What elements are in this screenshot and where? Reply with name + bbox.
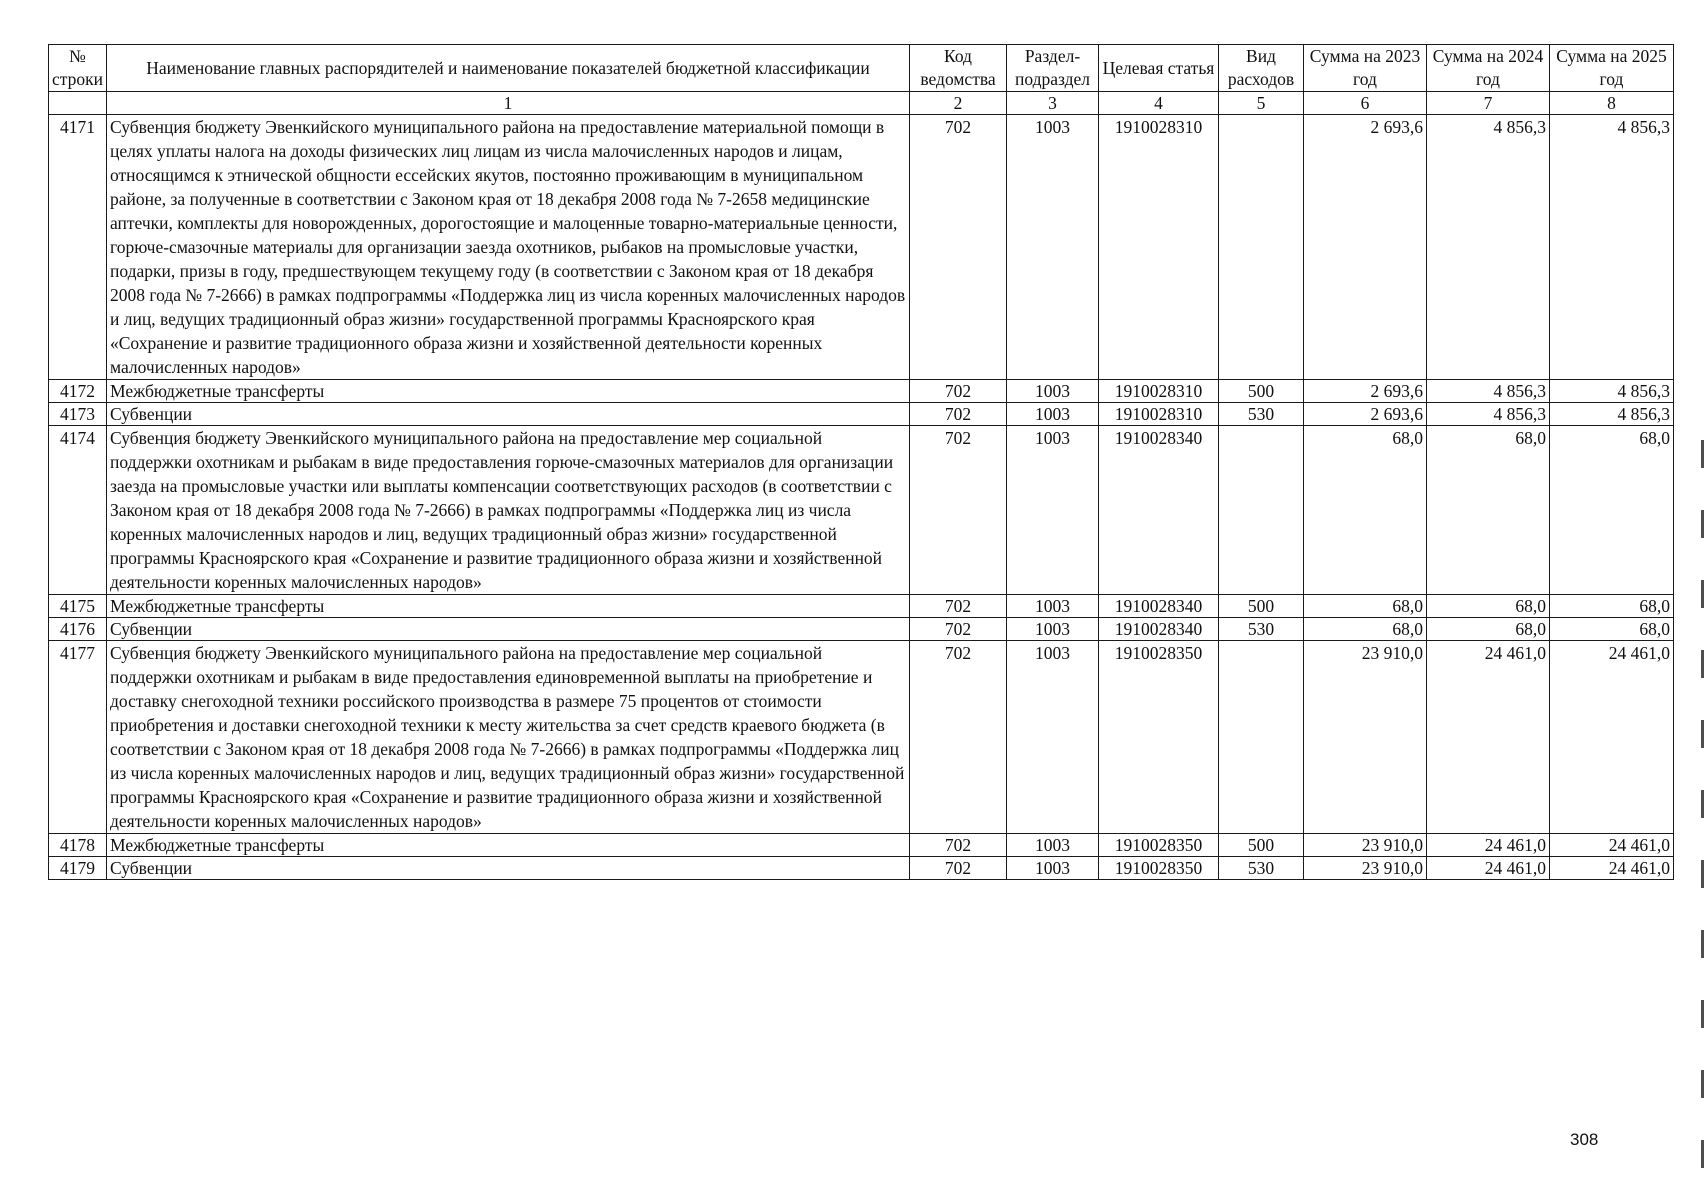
row-sum-2025: 4 856,3 (1550, 115, 1674, 380)
row-name: Субвенции (107, 618, 910, 641)
row-dept-code: 702 (910, 834, 1007, 857)
row-section: 1003 (1007, 618, 1099, 641)
row-expense-type (1219, 115, 1304, 380)
row-target: 1910028340 (1099, 595, 1219, 618)
column-number: 3 (1007, 92, 1099, 115)
row-target: 1910028340 (1099, 618, 1219, 641)
row-name: Субвенции (107, 857, 910, 880)
column-number: 7 (1427, 92, 1550, 115)
row-dept-code: 702 (910, 857, 1007, 880)
row-target: 1910028350 (1099, 857, 1219, 880)
row-expense-type: 530 (1219, 403, 1304, 426)
row-sum-2025: 68,0 (1550, 426, 1674, 595)
row-number: 4171 (49, 115, 107, 380)
row-sum-2023: 2 693,6 (1304, 380, 1427, 403)
row-expense-type (1219, 426, 1304, 595)
row-dept-code: 702 (910, 426, 1007, 595)
header-sum-2024: Сумма на 2024 год (1427, 45, 1550, 92)
row-sum-2025: 68,0 (1550, 618, 1674, 641)
row-number: 4177 (49, 641, 107, 834)
row-sum-2024: 68,0 (1427, 595, 1550, 618)
row-sum-2024: 24 461,0 (1427, 641, 1550, 834)
row-name: Субвенция бюджету Эвенкийского муниципального района на предоставление материальной помощи в целях уплаты налога на доходы физических лиц лицам из числа малочисленных народов и лицам, относящимся к этнической общности ессейских якутов, постоянно проживающим в муниципальном районе, за полученные в соответствии с Законом края от 18 декабря 2008 года № 7-2658 медицинские аптечки, комплекты для новорожденных, дорогостоящие и малоценные товарно-материальные ценности, горюче-смазочные материалы для организации заезда охотников, рыбаков на промысловые участки, подарки, призы в году, предшествующем текущему году (в соответствии с Законом края от 18 декабря 2008 года № 7-2666) в рамках подпрограммы «Поддержка лиц из числа коренных малочисленных народов и лиц, ведущих традиционный образ жизни» государственной программы Красноярского края «Сохранение и развитие традиционного образа жизни и хозяйственной деятельности коренных малочисленных народов» (107, 115, 910, 380)
row-expense-type: 500 (1219, 834, 1304, 857)
column-number: 6 (1304, 92, 1427, 115)
row-name: Субвенция бюджету Эвенкийского муниципального района на предоставление мер социальной поддержки охотникам и рыбакам в виде предоставления горюче-смазочных материалов для организации заезда на промысловые участки или выплаты компенсации соответствующих расходов (в соответствии с Законом края от 18 декабря 2008 года № 7-2666) в рамках подпрограммы «Поддержка лиц из числа коренных малочисленных народов и лиц, ведущих традиционный образ жизни» государственной программы Красноярского края «Сохранение и развитие традиционного образа жизни и хозяйственной деятельности коренных малочисленных народов» (107, 426, 910, 595)
row-sum-2024: 4 856,3 (1427, 380, 1550, 403)
row-section: 1003 (1007, 595, 1099, 618)
row-name: Субвенция бюджету Эвенкийского муниципального района на предоставление мер социальной поддержки охотникам и рыбакам в виде предоставления единовременной выплаты на приобретение и доставку снегоходной техники российского производства в размере 75 процентов от стоимости приобретения и доставки снегоходной техники к месту жительства за счет средств краевого бюджета (в соответствии с Законом края от 18 декабря 2008 года № 7-2666) в рамках подпрограммы «Поддержка лиц из числа коренных малочисленных народов и лиц, ведущих традиционный образ жизни» государственной программы Красноярского края «Сохранение и развитие традиционного образа жизни и хозяйственной деятельности коренных малочисленных народов» (107, 641, 910, 834)
header-row (49, 45, 1674, 92)
table-row (49, 618, 1674, 641)
header-target: Целевая статья (1099, 45, 1219, 92)
row-sum-2025: 4 856,3 (1550, 380, 1674, 403)
row-sum-2023: 68,0 (1304, 426, 1427, 595)
row-target: 1910028350 (1099, 834, 1219, 857)
row-expense-type: 530 (1219, 857, 1304, 880)
table-row (49, 426, 1674, 595)
page-number: 308 (1570, 1130, 1599, 1149)
table-row (49, 641, 1674, 834)
column-number (49, 92, 107, 115)
row-name: Межбюджетные трансферты (107, 834, 910, 857)
row-target: 1910028310 (1099, 380, 1219, 403)
header-row-no: № строки (49, 45, 107, 92)
header-expense-type: Вид расходов (1219, 45, 1304, 92)
row-dept-code: 702 (910, 115, 1007, 380)
row-target: 1910028340 (1099, 426, 1219, 595)
header-name: Наименование главных распорядителей и наименование показателей бюджетной классификации (107, 45, 910, 92)
budget-table (48, 44, 1674, 880)
row-sum-2025: 24 461,0 (1550, 857, 1674, 880)
row-section: 1003 (1007, 641, 1099, 834)
header-dept-code: Код ведомства (910, 45, 1007, 92)
row-expense-type: 500 (1219, 595, 1304, 618)
row-sum-2023: 2 693,6 (1304, 115, 1427, 380)
row-section: 1003 (1007, 380, 1099, 403)
table-row (49, 115, 1674, 380)
row-sum-2024: 24 461,0 (1427, 857, 1550, 880)
row-number: 4175 (49, 595, 107, 618)
row-sum-2024: 24 461,0 (1427, 834, 1550, 857)
column-number: 2 (910, 92, 1007, 115)
row-sum-2023: 2 693,6 (1304, 403, 1427, 426)
header-sum-2023: Сумма на 2023 год (1304, 45, 1427, 92)
row-expense-type: 530 (1219, 618, 1304, 641)
row-number: 4173 (49, 403, 107, 426)
header-sum-2025: Сумма на 2025 год (1550, 45, 1674, 92)
row-sum-2024: 68,0 (1427, 618, 1550, 641)
row-section: 1003 (1007, 115, 1099, 380)
row-target: 1910028350 (1099, 641, 1219, 834)
row-sum-2023: 23 910,0 (1304, 834, 1427, 857)
row-section: 1003 (1007, 834, 1099, 857)
row-sum-2023: 68,0 (1304, 618, 1427, 641)
column-number: 8 (1550, 92, 1674, 115)
row-section: 1003 (1007, 426, 1099, 595)
table-row (49, 380, 1674, 403)
row-sum-2023: 68,0 (1304, 595, 1427, 618)
row-sum-2023: 23 910,0 (1304, 641, 1427, 834)
row-name: Субвенции (107, 403, 910, 426)
row-expense-type (1219, 641, 1304, 834)
row-dept-code: 702 (910, 380, 1007, 403)
column-number-row (49, 92, 1674, 115)
row-dept-code: 702 (910, 641, 1007, 834)
row-dept-code: 702 (910, 403, 1007, 426)
column-number: 1 (107, 92, 910, 115)
row-sum-2025: 24 461,0 (1550, 641, 1674, 834)
row-sum-2025: 24 461,0 (1550, 834, 1674, 857)
column-number: 4 (1099, 92, 1219, 115)
row-number: 4176 (49, 618, 107, 641)
row-sum-2025: 68,0 (1550, 595, 1674, 618)
table-row (49, 857, 1674, 880)
row-name: Межбюджетные трансферты (107, 595, 910, 618)
row-number: 4174 (49, 426, 107, 595)
table-row (49, 403, 1674, 426)
row-sum-2024: 68,0 (1427, 426, 1550, 595)
table-row (49, 834, 1674, 857)
row-sum-2025: 4 856,3 (1550, 403, 1674, 426)
column-number: 5 (1219, 92, 1304, 115)
row-dept-code: 702 (910, 595, 1007, 618)
row-number: 4178 (49, 834, 107, 857)
row-section: 1003 (1007, 857, 1099, 880)
row-target: 1910028310 (1099, 115, 1219, 380)
row-expense-type: 500 (1219, 380, 1304, 403)
table-row (49, 595, 1674, 618)
row-section: 1003 (1007, 403, 1099, 426)
row-target: 1910028310 (1099, 403, 1219, 426)
row-number: 4179 (49, 857, 107, 880)
row-sum-2023: 23 910,0 (1304, 857, 1427, 880)
row-sum-2024: 4 856,3 (1427, 115, 1550, 380)
row-sum-2024: 4 856,3 (1427, 403, 1550, 426)
row-number: 4172 (49, 380, 107, 403)
row-dept-code: 702 (910, 618, 1007, 641)
header-section: Раздел-подраздел (1007, 45, 1099, 92)
row-name: Межбюджетные трансферты (107, 380, 910, 403)
